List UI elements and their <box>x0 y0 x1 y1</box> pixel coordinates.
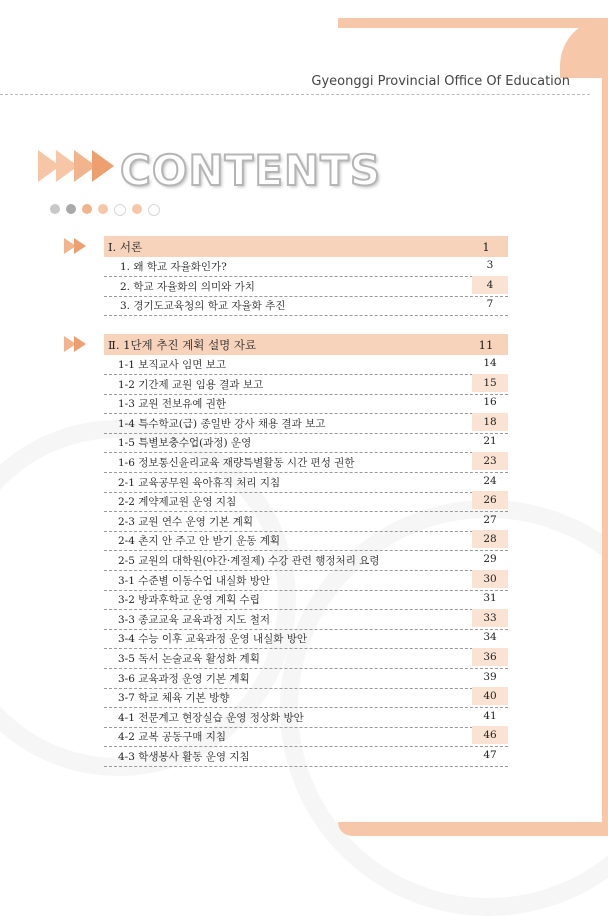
toc-entry[interactable] <box>104 532 508 551</box>
toc-entry-page-number: 29 <box>483 553 497 565</box>
toc-entry[interactable] <box>104 258 508 277</box>
toc-entry-title: 1. 왜 학교 자율화인가? <box>120 261 227 273</box>
toc-entry[interactable] <box>104 356 508 375</box>
toc-entry-title: 2. 학교 자율화의 의미와 가치 <box>120 280 255 293</box>
decorative-dot-icon <box>132 204 142 214</box>
organization-name: Gyeonggi Provincial Office Of Education <box>311 74 570 89</box>
toc-entry-page-number: 36 <box>472 648 508 666</box>
toc-entry[interactable] <box>104 454 508 473</box>
toc-entry[interactable] <box>104 395 508 414</box>
toc-entry-title: 3-7 학교 체육 기본 방향 <box>118 692 230 705</box>
toc-entry[interactable] <box>104 415 508 434</box>
decorative-dot-icon <box>50 204 60 214</box>
toc-entry-title: 2-4 촌지 안 주고 안 받기 운동 계획 <box>118 535 280 548</box>
toc-entry[interactable] <box>104 474 508 493</box>
toc-entry-page-number: 47 <box>483 749 497 761</box>
toc-entry-page-number: 31 <box>483 592 497 605</box>
toc-entry-page-number: 24 <box>483 474 497 487</box>
toc-entry-title: 2-1 교육공무원 육아휴직 처리 지침 <box>118 476 281 489</box>
decorative-dot-icon <box>66 204 76 214</box>
toc-entry[interactable] <box>104 513 508 532</box>
section-heading[interactable] <box>104 334 508 355</box>
toc-entry-title: 1-4 특수학교(급) 종일반 강사 채용 결과 보고 <box>118 417 326 430</box>
toc-entry-page-number: 46 <box>472 726 508 744</box>
toc-entry-title: 1-2 기간제 교원 임용 결과 보고 <box>118 378 264 391</box>
toc-entry-title: 3-5 독서 논술교육 활성화 계획 <box>118 653 260 665</box>
section-arrow-icon <box>64 334 100 355</box>
section-heading[interactable] <box>104 236 508 257</box>
toc-entry[interactable] <box>104 591 508 610</box>
toc-entry-page-number: 14 <box>483 357 497 369</box>
toc-entry-title: 3-1 수준별 이동수업 내실화 방안 <box>118 574 270 587</box>
toc-entry-page-number: 26 <box>472 491 508 509</box>
toc-entry-page-number: 15 <box>472 374 508 392</box>
toc-entry-title: 1-5 특별보충수업(과정) 운영 <box>118 437 252 450</box>
toc-entry-page-number: 39 <box>483 670 497 683</box>
toc-entry-title: 4-2 교복 공동구매 지침 <box>118 731 227 744</box>
toc-entry-title: 2-3 교원 연수 운영 기본 계획 <box>118 515 254 528</box>
toc-entry-title: 4-3 학생봉사 활동 운영 지침 <box>118 751 250 763</box>
toc-entry[interactable] <box>104 611 508 630</box>
toc-entry[interactable] <box>104 552 508 571</box>
toc-entry-page-number: 4 <box>472 276 508 294</box>
toc-entry-page-number: 28 <box>472 530 508 548</box>
right-accent-edge <box>602 30 608 830</box>
toc-entry-title: 4-1 전문계고 현장실습 운영 정상화 방안 <box>118 711 304 724</box>
toc-entry-title: 3-4 수능 이후 교육과정 운영 내실화 방안 <box>118 633 308 646</box>
toc-entry[interactable] <box>104 572 508 591</box>
toc-entry[interactable] <box>104 709 508 728</box>
decorative-dot-icon <box>148 204 160 216</box>
toc-entry-title: 3-2 방과후학교 운영 계획 수립 <box>118 594 260 607</box>
toc-entry-title: 3-3 종교교육 교육과정 지도 철저 <box>118 613 270 626</box>
toc-entry[interactable] <box>104 376 508 395</box>
section-arrow-icon <box>64 236 100 257</box>
toc-entry[interactable] <box>104 670 508 689</box>
toc-entry-page-number: 40 <box>472 687 508 705</box>
toc-entry-title: 2-2 계약제교원 운영 지침 <box>118 496 237 509</box>
section-title: Ⅱ. 1단계 추진 계획 설명 자료 <box>108 337 257 352</box>
toc-entry[interactable] <box>104 278 508 297</box>
toc-entry[interactable] <box>104 297 508 316</box>
toc-entry-page-number: 7 <box>486 298 494 311</box>
toc-entry[interactable] <box>104 630 508 649</box>
decorative-dot-icon <box>82 204 92 214</box>
toc-entry[interactable] <box>104 689 508 708</box>
toc-entry-page-number: 21 <box>483 435 497 448</box>
toc-entry-page-number: 18 <box>472 413 508 431</box>
toc-entry-title: 1-3 교원 전보유예 권한 <box>118 398 227 411</box>
title-chevrons-icon <box>38 150 110 182</box>
toc-entry-title: 1-1 보직교사 임면 보고 <box>118 359 227 371</box>
toc-entry-page-number: 3 <box>486 259 494 271</box>
top-accent-bar <box>338 18 608 28</box>
toc-entry[interactable] <box>104 493 508 512</box>
toc-entry[interactable] <box>104 728 508 747</box>
page-title: CONTENTS <box>120 146 382 195</box>
header-divider <box>0 94 590 95</box>
toc-entry-title: 1-6 정보통신윤리교육 재량특별활동 시간 편성 권한 <box>118 457 355 469</box>
decorative-dot-icon <box>114 204 126 216</box>
toc-entry-page-number: 16 <box>483 396 497 409</box>
toc-entry[interactable] <box>104 748 508 767</box>
toc-entry-page-number: 27 <box>483 513 497 526</box>
toc-entry-page-number: 34 <box>483 631 497 644</box>
toc-entry-page-number: 41 <box>483 709 497 722</box>
toc-entry-title: 3. 경기도교육청의 학교 자율화 추진 <box>120 300 286 313</box>
toc-entry-title: 3-6 교육과정 운영 기본 계획 <box>118 672 250 685</box>
decorative-dot-icon <box>98 204 108 214</box>
toc-entry[interactable] <box>104 650 508 669</box>
section-page-number: 11 <box>478 337 494 352</box>
toc-entry-title: 2-5 교원의 대학원(야간·계절제) 수강 관련 행정처리 요령 <box>118 555 380 567</box>
section-title: Ⅰ. 서론 <box>108 239 143 254</box>
toc-entry-page-number: 33 <box>472 609 508 627</box>
toc-entry-page-number: 23 <box>472 452 508 470</box>
toc-entry[interactable] <box>104 434 508 453</box>
bottom-accent-bar <box>338 822 608 836</box>
decorative-dots <box>50 204 160 216</box>
section-page-number: 1 <box>482 239 490 254</box>
toc-entry-page-number: 30 <box>472 570 508 588</box>
